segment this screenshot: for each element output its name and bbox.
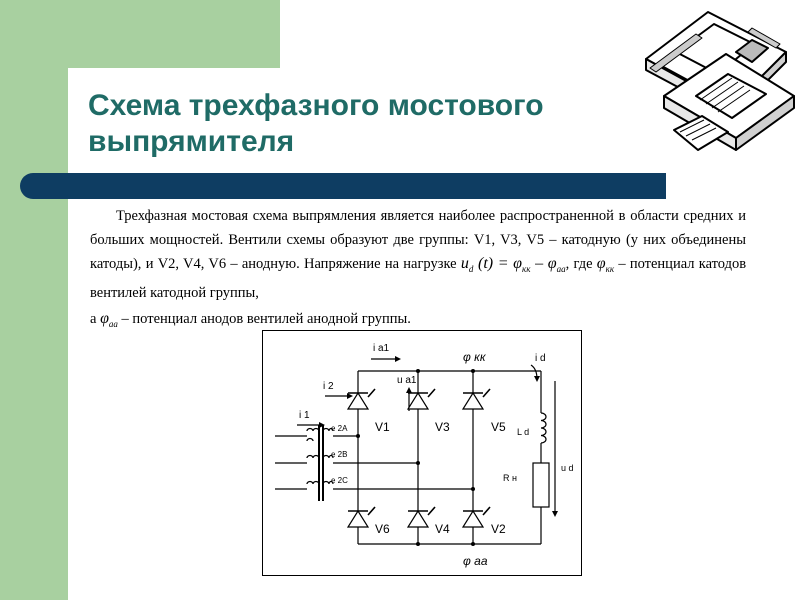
circuit-svg xyxy=(263,331,581,575)
label-i1: i 1 xyxy=(299,410,310,421)
valve-label-v5: V5 xyxy=(491,420,506,434)
label-e2a: e 2A xyxy=(331,424,348,433)
description-paragraph xyxy=(90,205,746,305)
label-phi-kk: φ кк xyxy=(463,350,486,364)
label-rn: R н xyxy=(503,473,517,483)
floppy-disks-icon xyxy=(636,4,798,170)
valve-label-v6: V6 xyxy=(375,522,390,536)
decor-green-top xyxy=(68,0,280,68)
label-phi-aa: φ аа xyxy=(463,554,488,568)
label-i-a1: i а1 xyxy=(373,343,390,354)
text-phi-kk-desc: – потенциал катодов вентилей катодной группы, xyxy=(90,256,747,301)
text-where: , где xyxy=(565,256,593,272)
label-ud: u d xyxy=(561,463,574,473)
formula-phi-aa: $\varphi_{аа}$ xyxy=(100,310,118,330)
title-underline-bar xyxy=(20,173,666,199)
text-phi-aa-desc: – потенциал анодов вентилей анодной группы. xyxy=(121,311,411,328)
label-i2: i 2 xyxy=(323,381,334,392)
formula-ud: $u_d$ $(t) = \varphi_{кк} - \varphi_{аа}$ xyxy=(460,255,566,275)
valve-label-v3: V3 xyxy=(435,420,450,434)
label-id: i d xyxy=(535,353,546,364)
label-u-a1: u а1 xyxy=(397,375,417,386)
label-ld: L d xyxy=(517,427,530,437)
formula-phi-kk: $\varphi_{кк}$ xyxy=(596,255,615,275)
decor-green-left xyxy=(0,0,68,600)
valve-label-v4: V4 xyxy=(435,522,450,536)
slide-title: Схема трехфазного мостового выпрямителя xyxy=(88,89,544,158)
circuit-diagram xyxy=(262,330,582,576)
valve-label-v2: V2 xyxy=(491,522,506,536)
paragraph-part1: Трехфазная мостовая схема выпрямления является наиболее распространенной в области средних и больших мощностей. Вентили схемы образуют две группы: V1, V3, V5 – катодную (у них объединены катоды), и V2, V4, V6 – анодную. Напряжение на нагрузке xyxy=(90,208,746,272)
body-text xyxy=(90,205,746,337)
text-a: а xyxy=(90,311,97,328)
label-e2b: e 2B xyxy=(331,450,348,459)
label-e2c: e 2C xyxy=(331,476,348,485)
valve-label-v1: V1 xyxy=(375,420,390,434)
